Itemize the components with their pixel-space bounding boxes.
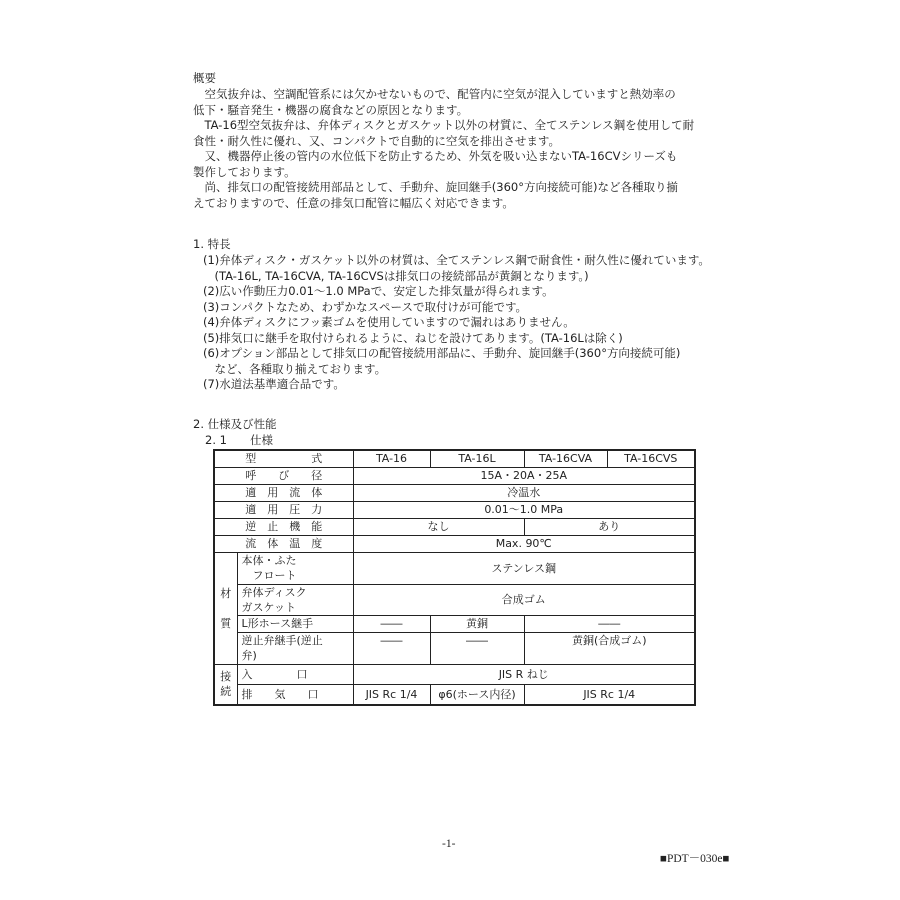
body-value: ステンレス鋼 [353, 552, 695, 584]
text-line: 又、機器停止後の管内の水位低下を防止するため、外気を吸い込まないTA-16CVシリーズも [193, 149, 678, 163]
text-line: (3)コンパクトなため、わずかなスペースで取付けが可能です。 [203, 299, 528, 314]
hose-value: 黄銅 [430, 615, 524, 632]
hose-value: ―― [524, 615, 695, 632]
body-label: 本体・ふた フロート [237, 552, 353, 584]
check-label: 逆 止 機 能 [214, 518, 353, 535]
disc-value: 合成ゴム [353, 584, 695, 615]
nominal-label: 呼 び 径 [214, 467, 353, 484]
fluid-label: 適 用 流 体 [214, 484, 353, 501]
overview-heading: 概要 [193, 71, 216, 85]
text-line: 低下・騒音発生・機器の腐食などの原因となります。 [193, 102, 469, 117]
text-line: (2)広い作動圧力0.01～1.0 MPaで、安定した排気量が得られます。 [203, 284, 554, 298]
model-label: 型 式 [214, 450, 353, 467]
check-no: なし [353, 518, 524, 535]
text-line: TA-16型空気抜弁は、弁体ディスクとガスケット以外の材質に、全てステンレス鋼を使用して耐 [193, 118, 695, 132]
temp-value: Max. 90℃ [353, 535, 695, 552]
text-line: (5)排気口に継手を取付けられるように、ねじを設けてあります。(TA-16Lは除く) [203, 330, 623, 345]
checkjoint-value: ―― [353, 632, 430, 664]
inlet-label: 入 口 [237, 664, 353, 684]
text-line: (7)水道法基準適合品です。 [203, 377, 345, 391]
text-line: えておりますので、任意の排気口配管に幅広く対応できます。 [193, 195, 514, 210]
checkjoint-value: ―― [430, 632, 524, 664]
specs-subheading: 2. 1 仕様 [205, 433, 273, 447]
model: TA-16 [353, 450, 430, 467]
checkjoint-label: 逆止弁継手(逆止 弁) [237, 632, 353, 664]
text-line: 尚、排気口の配管接続用部品として、手動弁、旋回継手(360°方向接続可能)など各種取り揃 [193, 180, 678, 194]
hose-label: L形ホース継手 [237, 615, 353, 632]
model: TA-16L [430, 450, 524, 467]
connection-group-label: 接 続 [214, 664, 237, 705]
document-code: ■PDT－030e■ [660, 853, 730, 865]
checkjoint-value: 黄銅(合成ゴム) [524, 632, 695, 664]
model: TA-16CVS [607, 450, 695, 467]
text-line: 食性・耐久性に優れ、又、コンパクトで自動的に空気を排出させます。 [193, 133, 560, 148]
inlet-value: JIS R ねじ [353, 664, 695, 684]
temp-label: 流 体 温 度 [214, 535, 353, 552]
outlet-value: JIS Rc 1/4 [353, 684, 430, 705]
material-group-label: 材 質 [214, 552, 237, 664]
text-line: など、各種取り揃えております。 [203, 361, 387, 376]
text-line: (4)弁体ディスクにフッ素ゴムを使用していますので漏れはありません。 [203, 315, 575, 329]
model: TA-16CVA [524, 450, 607, 467]
text-line: (6)オプション部品として排気口の配管接続用部品に、手動弁、旋回継手(360°方向接続可能) [203, 346, 681, 360]
text-line: 空気抜弁は、空調配管系には欠かせないもので、配管内に空気が混入していますと熱効率の [193, 87, 676, 101]
hose-value: ―― [353, 615, 430, 632]
specs-heading: 2. 仕様及び性能 [193, 417, 277, 431]
disc-label: 弁体ディスク ガスケット [237, 584, 353, 615]
text-line: 製作しております。 [193, 164, 296, 179]
nominal-value: 15A・20A・25A [353, 467, 695, 484]
text-line: (TA-16L, TA-16CVA, TA-16CVSは排気口の接続部品が黄銅となります。) [203, 268, 589, 283]
fluid-value: 冷温水 [353, 484, 695, 501]
features-heading: 1. 特長 [193, 237, 231, 251]
page-number: -1- [442, 838, 456, 850]
spec-table [213, 449, 696, 706]
pressure-label: 適 用 圧 力 [214, 501, 353, 518]
pressure-value: 0.01～1.0 MPa [353, 501, 695, 518]
outlet-value: φ6(ホース内径) [430, 684, 524, 705]
text-line: (1)弁体ディスク・ガスケット以外の材質は、全てステンレス鋼で耐食性・耐久性に優れています。 [203, 253, 710, 267]
outlet-value: JIS Rc 1/4 [524, 684, 695, 705]
check-yes: あり [524, 518, 695, 535]
outlet-label: 排 気 口 [237, 684, 353, 705]
